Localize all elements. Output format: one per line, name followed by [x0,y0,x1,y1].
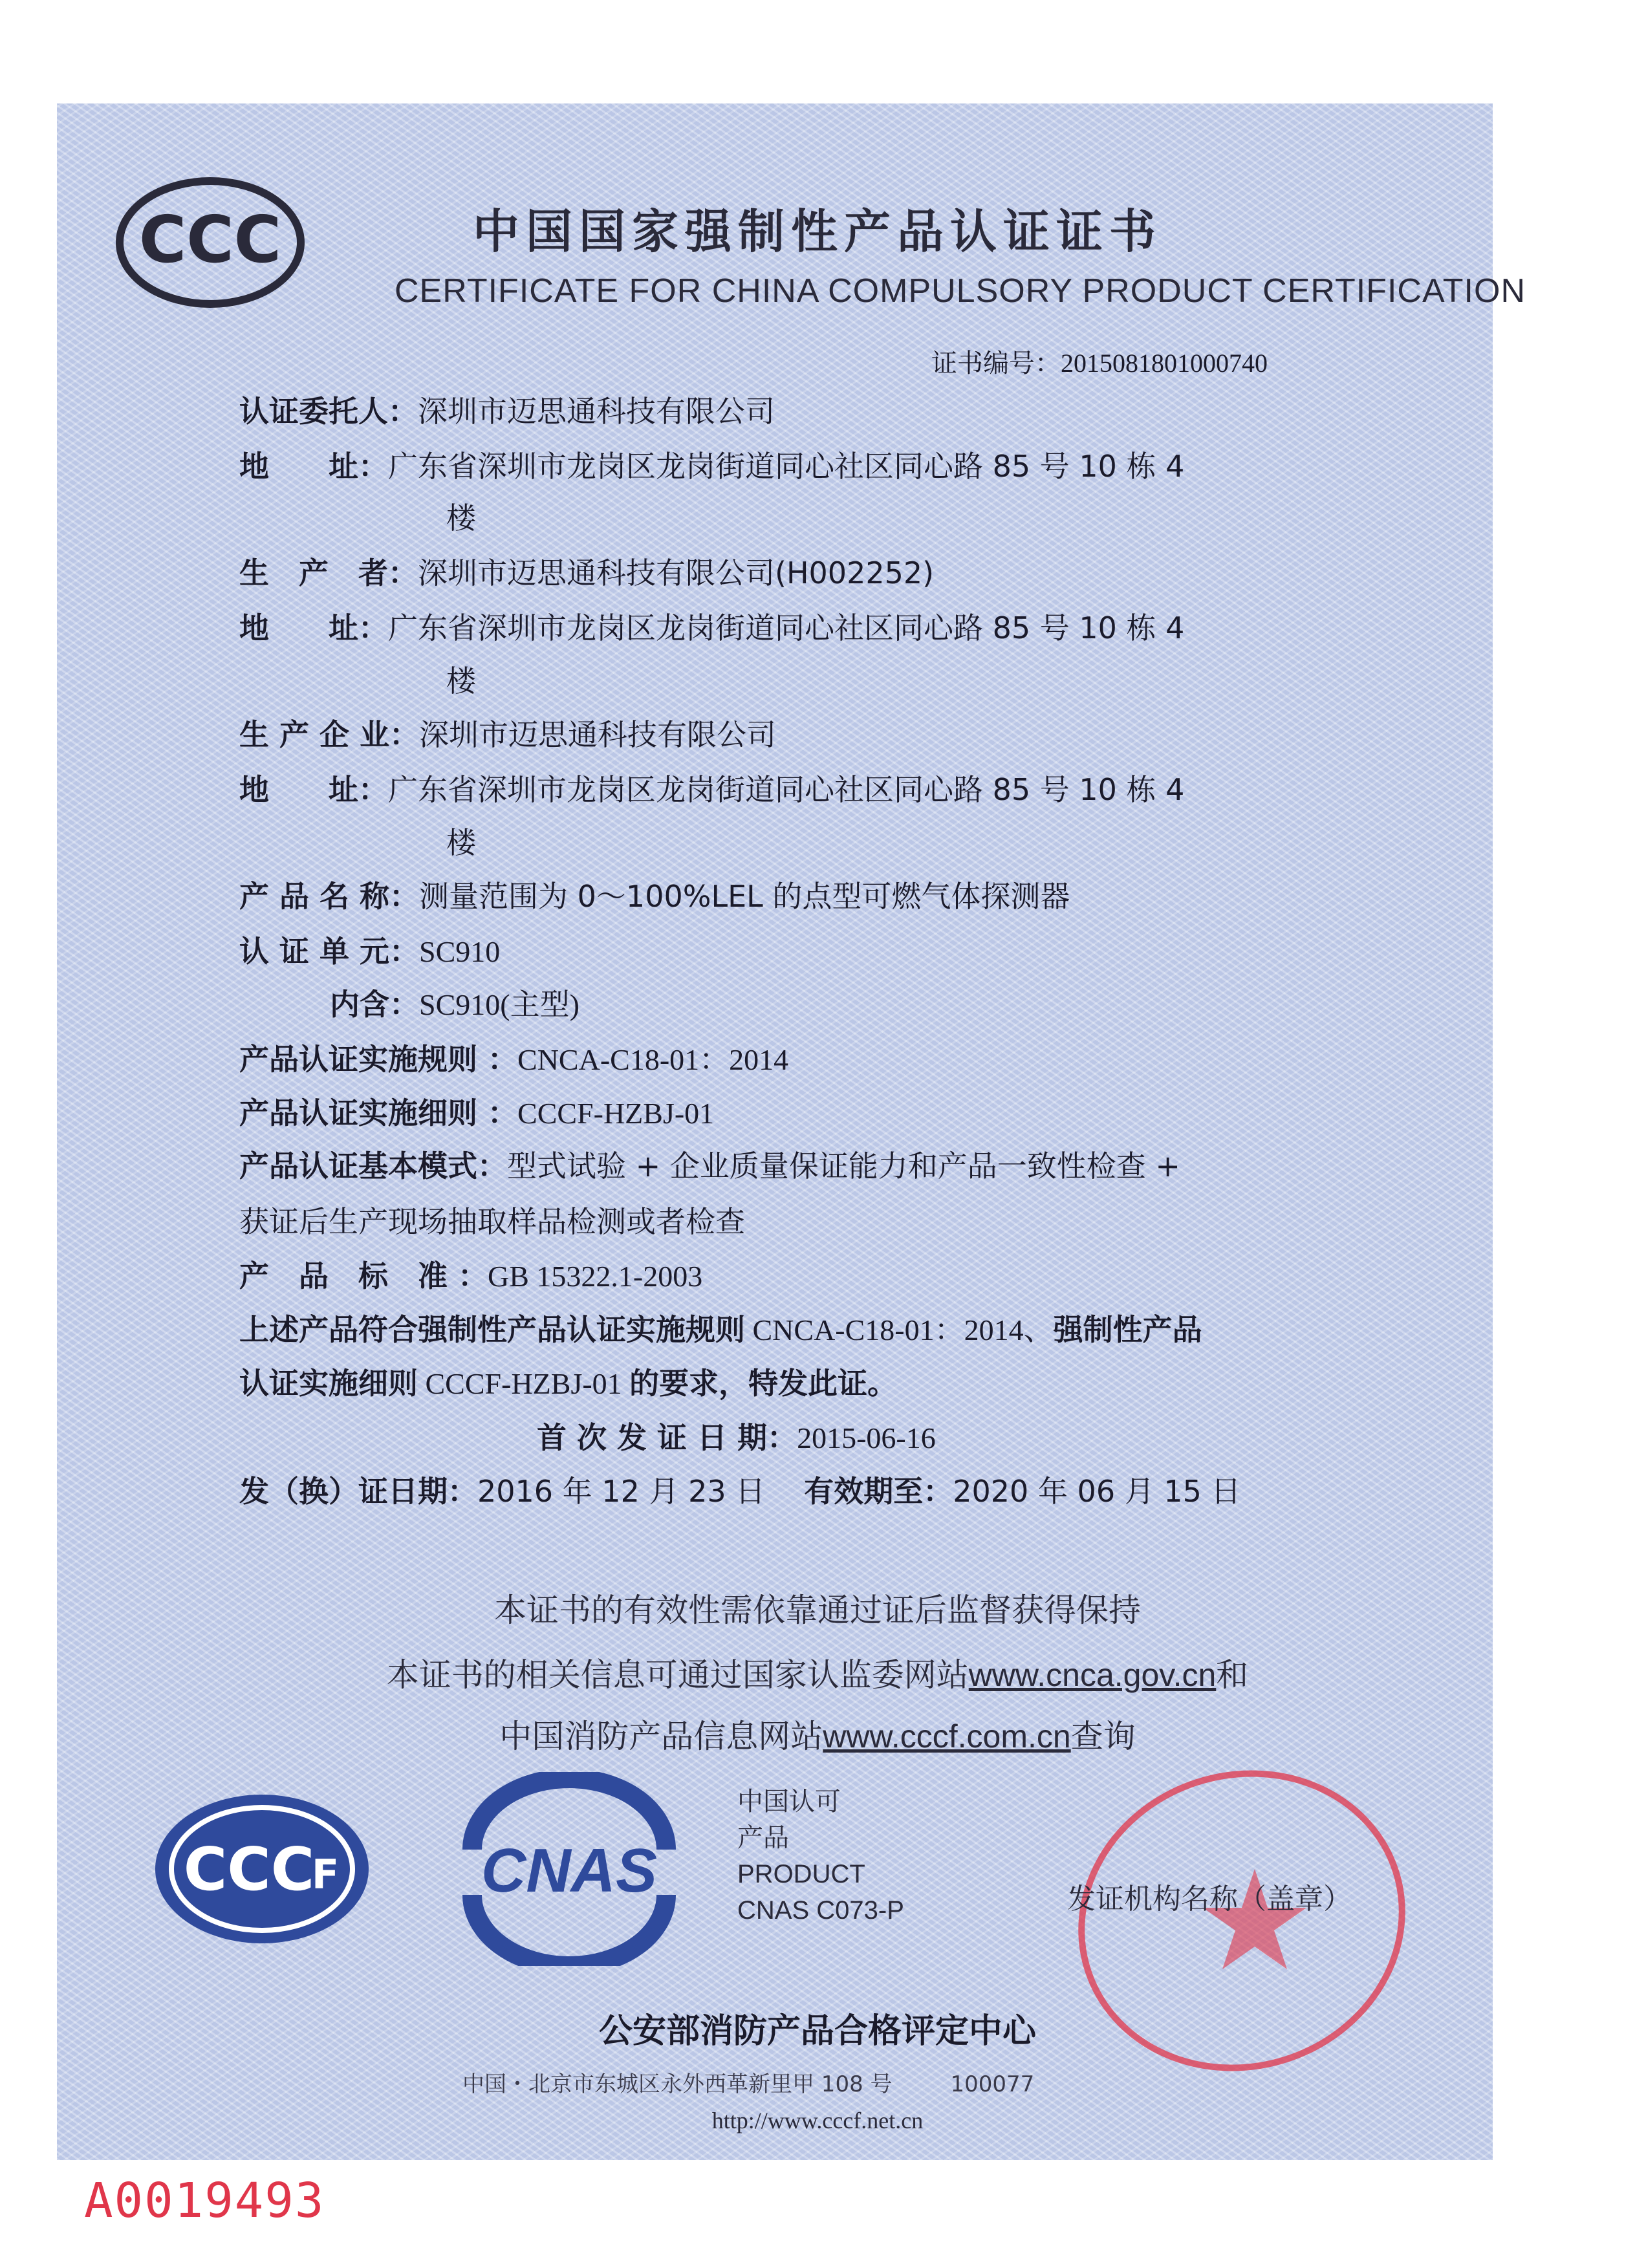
factory-row [239,715,1371,755]
addr1-row [239,446,1371,486]
producer-label: 生 产 者： [239,556,418,590]
cnas-line-2: 产品 [737,1823,789,1853]
conformity-line-2 [239,1363,1371,1404]
notice-line-1: 本证书的有效性需依靠通过证后监督获得保持 [494,1592,1141,1629]
org-address [462,2066,1034,2098]
cnas-logo-text: CNAS [481,1836,658,1905]
conformity-line-1 [239,1310,1371,1350]
notice-3-pre: 中国消防产品信息网站 [499,1718,823,1755]
cccf-logo [152,1791,372,1947]
cnas-line-1: 中国认可 [737,1787,841,1817]
org-address-text: 中国・北京市东城区永外西革新里甲 108 号 [462,2071,893,2097]
addr1-value: 广东省深圳市龙岗区龙岗街道同心社区同心路 85 号 10 栋 4 [388,449,1185,484]
addr1-cont: 楼 [446,501,476,535]
first-issue-value: 2015-06-16 [797,1421,936,1454]
issue-value: 2016 年 12 月 23 日 [477,1474,766,1509]
org-website[interactable]: http://www.cccf.net.cn [711,2108,924,2133]
contains-row [330,984,1462,1025]
standard-value: GB 15322.1-2003 [488,1260,703,1293]
conform-2a: 认证实施细则 [239,1366,418,1401]
standard-row [239,1256,1371,1297]
addr2-label: 地 址： [239,610,388,645]
standard-label: 产 品 标 准 ： [239,1258,488,1293]
unit-value: SC910 [419,935,501,968]
cccf-logo-letter: F [311,1851,340,1898]
cnas-logo [446,1772,692,1966]
notice-line-2 [0,1649,1635,1696]
factory-value: 深圳市迈思通科技有限公司 [419,717,777,752]
cnas-caption [737,1784,904,1928]
title-cn: 中国国家强制性产品认证证书 [472,204,1162,259]
product-label: 产 品 名 称： [239,879,420,914]
issue-label: 发（换）证日期： [239,1474,477,1509]
first-issue-row [537,1418,1635,1458]
cert-no-label: 证书编号： [931,349,1061,378]
detail-value: CCCF-HZBJ-01 [517,1097,715,1130]
producer-value: 深圳市迈思通科技有限公司(H002252) [418,556,935,590]
product-value: 测量范围为 0～100%LEL 的点型可燃气体探测器 [419,879,1070,914]
cnca-link[interactable]: www.cnca.gov.cn [968,1657,1217,1693]
addr3-value: 广东省深圳市龙岗区龙岗街道同心社区同心路 85 号 10 栋 4 [388,772,1185,807]
addr2-value: 广东省深圳市龙岗区龙岗街道同心社区同心路 85 号 10 栋 4 [388,610,1185,645]
mode-value: 型式试验 + 企业质量保证能力和产品一致性检查 + [507,1149,1180,1183]
title-en: CERTIFICATE FOR CHINA COMPULSORY PRODUCT CERTIFICATION [395,272,1526,310]
conform-1a: 上述产品符合强制性产品认证实施规则 [239,1312,745,1347]
client-label: 认证委托人： [239,394,418,429]
mode-cont: 获证后生产现场抽取样品检测或者检查 [239,1204,745,1239]
cccf-link[interactable]: www.cccf.com.cn [823,1718,1071,1755]
notice-2-pre: 本证书的相关信息可通过国家认监委网站 [386,1656,969,1694]
conform-2c: 的要求，特发此证。 [629,1366,898,1401]
cert-no-value: 2015081801000740 [1061,349,1268,378]
product-row [239,876,1371,916]
contains-label: 内含： [330,987,419,1022]
conform-1b: CNCA-C18-01：2014、 [745,1313,1054,1346]
conform-1c: 强制性产品 [1053,1312,1202,1347]
detail-label: 产品认证实施细则 ： [239,1096,518,1130]
notice-line-3 [0,1711,1635,1757]
cnas-line-4: CNAS C073-P [737,1896,904,1925]
factory-label: 生 产 企 业： [239,717,420,752]
cnas-line-3: PRODUCT [737,1860,865,1888]
addr3-cont: 楼 [446,825,476,860]
valid-value: 2020 年 06 月 15 日 [953,1474,1241,1509]
org-postcode: 100077 [950,2071,1035,2097]
detail-row [239,1093,1371,1134]
notice-2-post: 和 [1216,1656,1249,1694]
addr2-row [239,608,1371,648]
mode-row [239,1146,1371,1186]
unit-label: 认 证 单 元： [239,934,420,969]
addr2-cont: 楼 [446,664,476,698]
addr1-label: 地 址： [239,449,388,484]
mode-label: 产品认证基本模式： [239,1149,507,1183]
rule-value: CNCA-C18-01：2014 [517,1043,789,1076]
rule-label: 产品认证实施规则 ： [239,1042,518,1077]
addr3-row [239,770,1371,810]
serial-number: A0019493 [84,2173,325,2229]
client-row [239,391,1371,431]
first-issue-label: 首 次 发 证 日 期： [537,1420,797,1455]
certificate-number [931,343,1268,380]
ccc-logo-text: CCC [138,202,282,277]
cccf-logo-text: CCC [183,1835,315,1904]
issue-row [239,1471,1371,1511]
rule-row [239,1039,1371,1080]
notice-3-post: 查询 [1070,1718,1136,1755]
unit-row [239,931,1371,972]
producer-row [239,553,1371,593]
issuer-label: 发证机构名称（盖章） [1067,1883,1352,1916]
valid-label: 有效期至： [804,1474,953,1509]
issuing-organization: 公安部消防产品合格评定中心 [598,2012,1036,2051]
addr3-label: 地 址： [239,772,388,807]
conform-2b: CCCF-HZBJ-01 [418,1367,630,1400]
client-value: 深圳市迈思通科技有限公司 [418,394,775,429]
contains-value: SC910(主型) [419,988,579,1021]
